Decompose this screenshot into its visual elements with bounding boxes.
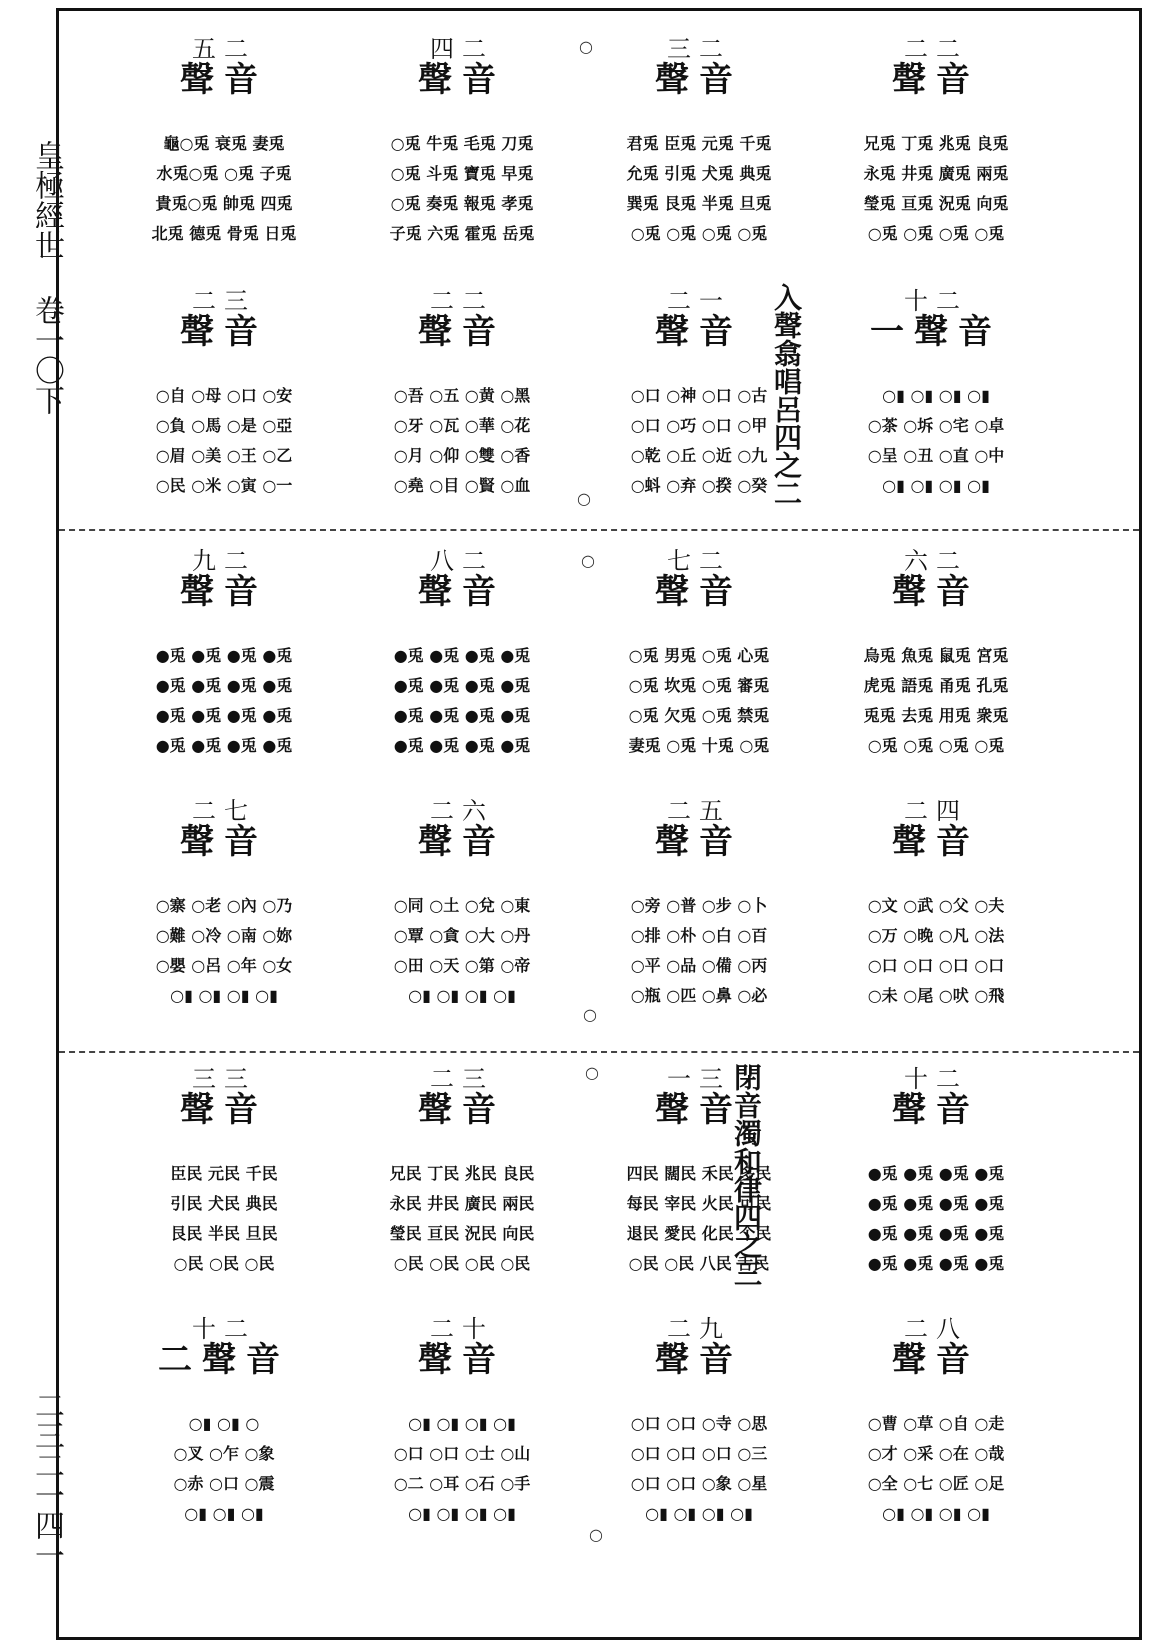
cell-heading (337, 287, 587, 352)
cell-row: ○赤 ○口 ○震 (173, 1474, 275, 1493)
cell-row: 允兎 引兎 犬兎 典兎 (626, 164, 772, 183)
cell-row: ○排 ○朴 ○白 ○百 (630, 926, 768, 945)
cell-rows (584, 641, 814, 761)
cell-heading-label: 聲音 (655, 1090, 743, 1130)
cell-heading (99, 1065, 349, 1130)
cell-row: 臣民 元民 千民 (170, 1164, 278, 1183)
cell-rows (347, 891, 577, 1011)
cell-heading-label: 聲音 (892, 1340, 980, 1380)
cell-heading-label: 聲音 (892, 822, 980, 862)
sound-cell (99, 283, 349, 533)
cell-row: ○民 ○民 ○民 (173, 1254, 275, 1273)
cell-row: ●兎 ●兎 ●兎 ●兎 (867, 1164, 1005, 1183)
cell-heading-label: 聲音 (418, 312, 506, 352)
cell-heading-label: 聲音 (655, 312, 743, 352)
cell-rows (821, 891, 1051, 1011)
cell-rows (821, 641, 1051, 761)
cell-row: ○兎 男兎 ○兎 心兎 (628, 646, 770, 665)
cell-row: ○難 ○冷 ○南 ○妳 (155, 926, 293, 945)
cell-row: 虎兎 語兎 甬兎 孔兎 (863, 676, 1009, 695)
cell-heading-label: 聲音 (418, 1090, 506, 1130)
circle-mark: ○ (585, 1063, 599, 1082)
cell-heading (337, 1315, 587, 1380)
section-divider (59, 1051, 1139, 1053)
sound-cell (99, 1311, 349, 1561)
cell-heading-label: 聲音 (655, 1340, 743, 1380)
cell-row: 妻兎 ○兎 十兎 ○兎 (628, 736, 770, 755)
cell-heading-label: 聲音 (418, 822, 506, 862)
cell-row: ○呈 ○丑 ○直 ○中 (867, 446, 1005, 465)
cell-row: 烏兎 魚兎 鼠兎 宮兎 (863, 646, 1009, 665)
cell-heading-label: 聲音 (892, 1090, 980, 1130)
cell-row: 四民 闊民 禾民 多民 (626, 1164, 772, 1183)
sound-cell (811, 283, 1061, 533)
cell-row: ○口 ○口 ○口 ○三 (630, 1444, 768, 1463)
cell-row: ○▮ ○▮ ○▮ ○▮ (408, 986, 516, 1005)
cell-heading-label: 聲音 (180, 1090, 268, 1130)
cell-row: ○兎 坎兎 ○兎 審兎 (628, 676, 770, 695)
cell-heading-number: 二六 (430, 797, 494, 825)
cell-row: ○口 ○口 ○口 ○口 (867, 956, 1005, 975)
cell-heading-label: 一聲音 (870, 312, 1002, 352)
cell-row: ○口 ○神 ○口 ○古 (630, 386, 768, 405)
cell-row: 兄兎 丁兎 兆兎 良兎 (863, 134, 1009, 153)
cell-row: ○▮ ○▮ ○▮ ○▮ (882, 476, 990, 495)
cell-heading-number: 二五 (667, 797, 731, 825)
cell-heading (337, 547, 587, 612)
cell-row: ○曹 ○草 ○自 ○走 (867, 1414, 1005, 1433)
cell-row: ●兎 ●兎 ●兎 ●兎 (155, 706, 293, 725)
cell-rows (109, 381, 339, 501)
cell-row: ○未 ○尾 ○吠 ○飛 (867, 986, 1005, 1005)
cell-row: ○民 ○米 ○寅 ○一 (155, 476, 293, 495)
cell-heading-number: 十二 (192, 1315, 256, 1343)
sound-cell (574, 543, 824, 793)
cell-row: ○全 ○七 ○匠 ○足 (867, 1474, 1005, 1493)
cell-row: 引民 犬民 典民 (170, 1194, 278, 1213)
cell-row: ○▮ ○▮ ○ (188, 1414, 260, 1433)
cell-row: ●兎 ●兎 ●兎 ●兎 (393, 706, 531, 725)
cell-rows (109, 891, 339, 1011)
cell-heading-number: 三三 (192, 1065, 256, 1093)
sound-cell (337, 283, 587, 533)
cell-row: 永民 井民 廣民 兩民 (389, 1194, 535, 1213)
cell-row: ○民 ○民 ○民 ○民 (393, 1254, 531, 1273)
cell-heading-number: 十二 (904, 1065, 968, 1093)
cell-row: ●兎 ●兎 ●兎 ●兎 (155, 676, 293, 695)
cell-rows (347, 381, 577, 501)
section-title-2: 閉音濁和律四之三 (730, 1063, 763, 1287)
cell-row: ○▮ ○▮ ○▮ ○▮ (408, 1504, 516, 1523)
cell-heading (337, 35, 587, 100)
cell-row: ●兎 ●兎 ●兎 ●兎 (393, 676, 531, 695)
cell-rows (821, 1409, 1051, 1529)
cell-row: ○同 ○土 ○兌 ○東 (393, 896, 531, 915)
cell-row: ●兎 ●兎 ●兎 ●兎 (867, 1224, 1005, 1243)
cell-heading (574, 1315, 824, 1380)
cell-row: ○乾 ○丘 ○近 ○九 (630, 446, 768, 465)
cell-row: ●兎 ●兎 ●兎 ●兎 (867, 1254, 1005, 1273)
cell-row: ○月 ○仰 ○雙 ○香 (393, 446, 531, 465)
cell-rows (821, 381, 1051, 501)
circle-mark: ○ (589, 1525, 603, 1544)
page-frame (56, 8, 1142, 1640)
cell-row: ○吾 ○五 ○黄 ○黑 (393, 386, 531, 405)
sound-cell (574, 1311, 824, 1561)
cell-row: ○兎 ○兎 ○兎 ○兎 (867, 224, 1005, 243)
cell-row: 永兎 井兎 廣兎 兩兎 (863, 164, 1009, 183)
cell-heading-number: 二四 (904, 797, 968, 825)
sound-cell (337, 31, 587, 281)
cell-row: ○叉 ○乍 ○象 (173, 1444, 275, 1463)
cell-row: 子兎 六兎 霍兎 岳兎 (389, 224, 535, 243)
cell-heading-number: 六二 (904, 547, 968, 575)
cell-heading-number: 五二 (192, 35, 256, 63)
cell-rows (347, 1159, 577, 1279)
cell-heading-label: 聲音 (655, 572, 743, 612)
cell-row: ○蚪 ○弃 ○揆 ○癸 (630, 476, 768, 495)
cell-heading (574, 547, 824, 612)
sound-cell (811, 1061, 1061, 1311)
cell-row: ○口 ○巧 ○口 ○甲 (630, 416, 768, 435)
sound-cell (99, 31, 349, 281)
cell-heading-label: 聲音 (418, 60, 506, 100)
cell-row: ○牙 ○瓦 ○華 ○花 (393, 416, 531, 435)
cell-row: ○兎 ○兎 ○兎 ○兎 (867, 736, 1005, 755)
sound-cell (811, 793, 1061, 1043)
cell-row: 巽兎 艮兎 半兎 旦兎 (626, 194, 772, 213)
sound-cell (811, 543, 1061, 793)
cell-row: ○平 ○品 ○備 ○丙 (630, 956, 768, 975)
cell-heading-label: 聲音 (655, 60, 743, 100)
cell-heading-label: 聲音 (180, 60, 268, 100)
cell-rows (821, 129, 1051, 249)
cell-row: 貴兎○兎 帥兎 四兎 (155, 194, 293, 213)
cell-heading (574, 797, 824, 862)
cell-row: 退民 愛民 化民 个民 (626, 1224, 772, 1243)
circle-mark: ○ (579, 37, 593, 56)
sound-cell (811, 31, 1061, 281)
sound-cell (574, 31, 824, 281)
sound-cell (99, 543, 349, 793)
cell-row: ○▮ ○▮ ○▮ ○▮ (882, 386, 990, 405)
cell-heading-label: 聲音 (180, 822, 268, 862)
circle-mark: ○ (581, 551, 595, 570)
cell-row: ○▮ ○▮ ○▮ ○▮ (882, 1504, 990, 1523)
cell-rows (584, 1159, 814, 1279)
cell-row: ○覃 ○貪 ○大 ○丹 (393, 926, 531, 945)
cell-row: 瑩兎 亘兎 況兎 向兎 (863, 194, 1009, 213)
cell-row: 兎兎 去兎 用兎 衆兎 (863, 706, 1009, 725)
cell-row: ○民 ○民 八民 舌民 (628, 1254, 770, 1273)
cell-rows (347, 129, 577, 249)
cell-row: ○負 ○馬 ○是 ○亞 (155, 416, 293, 435)
cell-heading (811, 287, 1061, 352)
cell-row: ○▮ ○▮ ○▮ ○▮ (170, 986, 278, 1005)
cell-rows (109, 641, 339, 761)
cell-row: ○才 ○采 ○在 ○哉 (867, 1444, 1005, 1463)
cell-row: ●兎 ●兎 ●兎 ●兎 (867, 1194, 1005, 1213)
cell-heading (99, 287, 349, 352)
cell-rows (109, 1409, 339, 1529)
cell-row: ○文 ○武 ○父 ○夫 (867, 896, 1005, 915)
cell-heading-number: 七二 (667, 547, 731, 575)
cell-heading (99, 547, 349, 612)
cell-row: 艮民 半民 旦民 (170, 1224, 278, 1243)
side-page-number: 二三二一四一 (29, 1390, 64, 1570)
cell-heading-label: 聲音 (418, 572, 506, 612)
sound-cell (99, 1061, 349, 1311)
cell-row: ○兎 ○兎 ○兎 ○兎 (630, 224, 768, 243)
sound-cell (574, 793, 824, 1043)
cell-heading-number: 二八 (904, 1315, 968, 1343)
cell-row: ●兎 ●兎 ●兎 ●兎 (393, 646, 531, 665)
cell-row: 水兎○兎 ○兎 子兎 (156, 164, 292, 183)
cell-rows (584, 1409, 814, 1529)
cell-heading-label: 二聲音 (158, 1340, 290, 1380)
cell-heading-number: 二一 (667, 287, 731, 315)
cell-heading (337, 1065, 587, 1130)
cell-heading (811, 797, 1061, 862)
cell-row: ○兎 牛兎 毛兎 刀兎 (390, 134, 534, 153)
cell-heading-number: 二三 (192, 287, 256, 315)
cell-row: 龜○兎 衰兎 妻兎 (163, 134, 285, 153)
cell-row: ○旁 ○普 ○步 ○卜 (630, 896, 768, 915)
cell-rows (821, 1159, 1051, 1279)
cell-row: 兄民 丁民 兆民 良民 (389, 1164, 535, 1183)
sound-cell (337, 543, 587, 793)
cell-row: ●兎 ●兎 ●兎 ●兎 (393, 736, 531, 755)
cell-row: ○嬰 ○呂 ○年 ○女 (155, 956, 293, 975)
cell-row: ○寨 ○老 ○內 ○乃 (155, 896, 293, 915)
circle-mark: ○ (583, 1005, 597, 1024)
cell-heading-label: 聲音 (180, 572, 268, 612)
cell-heading (811, 1315, 1061, 1380)
sound-cell (811, 1311, 1061, 1561)
cell-heading-number: 二三 (430, 1065, 494, 1093)
cell-heading-number: 二十 (430, 1315, 494, 1343)
sound-cell (99, 793, 349, 1043)
sound-cell (574, 283, 824, 533)
cell-row: ○口 ○口 ○象 ○星 (630, 1474, 768, 1493)
cell-row: ●兎 ●兎 ●兎 ●兎 (155, 646, 293, 665)
cell-heading-number: 二七 (192, 797, 256, 825)
cell-row: ○口 ○口 ○寺 ○思 (630, 1414, 768, 1433)
cell-row: ○▮ ○▮ ○▮ ○▮ (408, 1414, 516, 1433)
cell-row: 北兎 德兎 骨兎 日兎 (151, 224, 297, 243)
cell-row: ○眉 ○美 ○王 ○乙 (155, 446, 293, 465)
cell-heading-number: 九二 (192, 547, 256, 575)
cell-heading (337, 797, 587, 862)
section-title-1: 入聲翕唱呂四之二 (770, 283, 803, 507)
cell-heading (99, 1315, 349, 1380)
cell-heading-number: 二二 (904, 35, 968, 63)
cell-row: ●兎 ●兎 ●兎 ●兎 (155, 736, 293, 755)
sound-cell (574, 1061, 824, 1311)
cell-row: ○瓶 ○匹 ○鼻 ○必 (630, 986, 768, 1005)
cell-rows (109, 1159, 339, 1279)
cell-heading-label: 聲音 (892, 60, 980, 100)
cell-heading-number: 四二 (430, 35, 494, 63)
sound-cell (337, 793, 587, 1043)
cell-heading (99, 797, 349, 862)
cell-heading-number: 八二 (430, 547, 494, 575)
cell-row: ○堯 ○目 ○賢 ○血 (393, 476, 531, 495)
cell-heading-number: 一三 (667, 1065, 731, 1093)
cell-row: 瑩民 亘民 況民 向民 (389, 1224, 535, 1243)
cell-heading-number: 三二 (667, 35, 731, 63)
cell-heading-number: 二二 (430, 287, 494, 315)
cell-heading (811, 35, 1061, 100)
cell-heading (574, 1065, 824, 1130)
sound-cell (337, 1061, 587, 1311)
cell-row: ○二 ○耳 ○石 ○手 (393, 1474, 531, 1493)
cell-row: ○▮ ○▮ ○▮ ○▮ (645, 1504, 753, 1523)
cell-row: ○茶 ○坼 ○宅 ○卓 (867, 416, 1005, 435)
side-book-title: 皇極經世 卷一〇下 (29, 140, 64, 415)
cell-row: ○兎 欠兎 ○兎 禁兎 (628, 706, 770, 725)
cell-heading-label: 聲音 (892, 572, 980, 612)
cell-rows (347, 1409, 577, 1529)
cell-row: 君兎 臣兎 元兎 千兎 (626, 134, 772, 153)
cell-rows (109, 129, 339, 249)
cell-rows (584, 129, 814, 249)
cell-heading-label: 聲音 (418, 1340, 506, 1380)
circle-mark: ○ (577, 489, 591, 508)
cell-rows (347, 641, 577, 761)
cell-heading-label: 聲音 (180, 312, 268, 352)
sound-cell (337, 1311, 587, 1561)
cell-row: ○自 ○母 ○口 ○安 (155, 386, 293, 405)
cell-row: ○兎 斗兎 寶兎 早兎 (390, 164, 534, 183)
cell-heading (574, 287, 824, 352)
cell-heading (99, 35, 349, 100)
cell-row: ○▮ ○▮ ○▮ (184, 1504, 264, 1523)
cell-row: 每民 宰民 火民 可民 (626, 1194, 772, 1213)
cell-heading (811, 547, 1061, 612)
cell-heading (811, 1065, 1061, 1130)
cell-row: ○田 ○天 ○第 ○帝 (393, 956, 531, 975)
cell-heading-label: 聲音 (655, 822, 743, 862)
cell-row: ○万 ○晚 ○凡 ○法 (867, 926, 1005, 945)
cell-row: ○口 ○口 ○士 ○山 (393, 1444, 531, 1463)
cell-heading-number: 十二 (904, 287, 968, 315)
cell-rows (584, 381, 814, 501)
cell-heading (574, 35, 824, 100)
cell-heading-number: 二九 (667, 1315, 731, 1343)
cell-row: ○兎 奏兎 報兎 孝兎 (390, 194, 534, 213)
cell-rows (584, 891, 814, 1011)
